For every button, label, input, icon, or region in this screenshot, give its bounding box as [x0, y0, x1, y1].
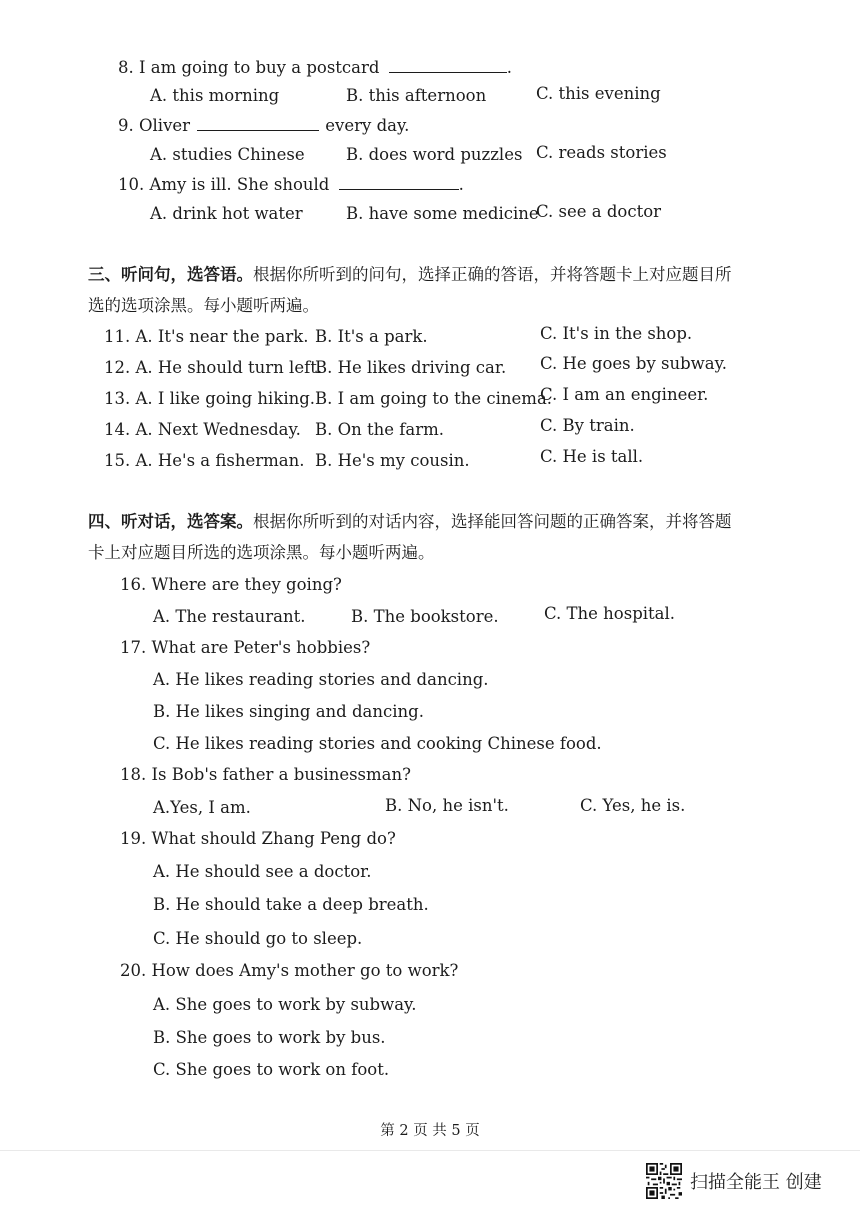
section-3-instruction-line2: 选的选项涂黑。每小题听两遍。 — [88, 296, 319, 315]
question-15-option-b: B. He's my cousin. — [315, 451, 470, 470]
question-17-option-a: A. He likes reading stories and dancing. — [153, 670, 489, 689]
answer-blank — [197, 116, 319, 131]
question-8-stem — [118, 58, 512, 78]
question-13-option-a: 13. A. I like going hiking. — [104, 389, 316, 408]
section-4-instruction: 根据你所听到的对话内容，选择能回答问题的正确答案，并将答题 — [253, 512, 732, 531]
question-10-end: . — [458, 175, 464, 194]
question-18-option-a: A.Yes, I am. — [153, 798, 251, 817]
question-10-option-b: B. have some medicine — [346, 204, 539, 223]
question-17-option-b: B. He likes singing and dancing. — [153, 702, 424, 721]
question-19-option-c: C. He should go to sleep. — [153, 929, 363, 948]
page-divider — [0, 1150, 860, 1151]
question-20-option-a: A. She goes to work by subway. — [153, 995, 417, 1014]
question-14-option-b: B. On the farm. — [315, 420, 445, 439]
question-8-end: . — [506, 58, 512, 77]
question-12-option-b: B. He likes driving car. — [315, 358, 507, 377]
question-18-option-b: B. No, he isn't. — [385, 796, 509, 815]
section-3-heading — [88, 264, 732, 286]
question-12-option-a: 12. A. He should turn left. — [104, 358, 323, 377]
question-9-option-b: B. does word puzzles — [346, 145, 523, 164]
section-3-instruction: 根据你所听到的问句，选择正确的答语，并将答题卡上对应题目所 — [253, 265, 732, 284]
qr-code-icon — [646, 1163, 682, 1199]
answer-blank — [339, 175, 459, 190]
question-17-stem: 17. What are Peter's hobbies? — [120, 638, 371, 657]
question-19-stem: 19. What should Zhang Peng do? — [120, 829, 396, 848]
question-8-option-c: C. this evening — [536, 84, 661, 103]
question-13-option-b: B. I am going to the cinema. — [315, 389, 553, 408]
section-4-title: 四、听对话，选答案。 — [88, 512, 253, 531]
question-9-end: every day. — [325, 116, 410, 135]
question-16-option-a: A. The restaurant. — [153, 607, 306, 626]
question-19-option-a: A. He should see a doctor. — [153, 862, 372, 881]
question-8-option-a: A. this morning — [150, 86, 280, 105]
question-18-option-c: C. Yes, he is. — [580, 796, 686, 815]
question-16-stem: 16. Where are they going? — [120, 575, 342, 594]
question-10-option-a: A. drink hot water — [150, 204, 303, 223]
section-4-instruction-line2: 卡上对应题目所选的选项涂黑。每小题听两遍。 — [88, 543, 435, 562]
question-9-text: 9. Oliver — [118, 116, 191, 135]
watermark-text: 扫描全能王 创建 — [690, 1172, 822, 1193]
question-15-option-c: C. He is tall. — [540, 447, 644, 466]
question-14-option-a: 14. A. Next Wednesday. — [104, 420, 301, 439]
answer-blank — [389, 58, 507, 73]
question-9-option-c: C. reads stories — [536, 143, 667, 162]
question-17-option-c: C. He likes reading stories and cooking Chinese food. — [153, 734, 602, 753]
question-20-stem: 20. How does Amy's mother go to work? — [120, 961, 459, 980]
page-number: 第 2 页 共 5 页 — [380, 1123, 480, 1139]
question-10-stem — [118, 175, 464, 195]
question-18-stem: 18. Is Bob's father a businessman? — [120, 765, 411, 784]
question-11-option-a: 11. A. It's near the park. — [104, 327, 309, 346]
question-15-option-a: 15. A. He's a fisherman. — [104, 451, 305, 470]
scanner-watermark — [646, 1163, 822, 1199]
question-10-option-c: C. see a doctor — [536, 202, 662, 221]
question-11-option-c: C. It's in the shop. — [540, 324, 693, 343]
question-8-text: 8. I am going to buy a postcard — [118, 58, 380, 77]
question-11-option-b: B. It's a park. — [315, 327, 428, 346]
section-3-title: 三、听问句，选答语。 — [88, 265, 253, 284]
question-9-stem — [118, 116, 409, 136]
question-16-option-c: C. The hospital. — [544, 604, 676, 623]
section-4-heading — [88, 511, 732, 533]
question-19-option-b: B. He should take a deep breath. — [153, 895, 429, 914]
question-14-option-c: C. By train. — [540, 416, 635, 435]
question-16-option-b: B. The bookstore. — [351, 607, 499, 626]
question-13-option-c: C. I am an engineer. — [540, 385, 709, 404]
question-9-option-a: A. studies Chinese — [150, 145, 305, 164]
question-10-text: 10. Amy is ill. She should — [118, 175, 330, 194]
question-12-option-c: C. He goes by subway. — [540, 354, 728, 373]
question-8-option-b: B. this afternoon — [346, 86, 487, 105]
question-20-option-b: B. She goes to work by bus. — [153, 1028, 386, 1047]
question-20-option-c: C. She goes to work on foot. — [153, 1060, 390, 1079]
